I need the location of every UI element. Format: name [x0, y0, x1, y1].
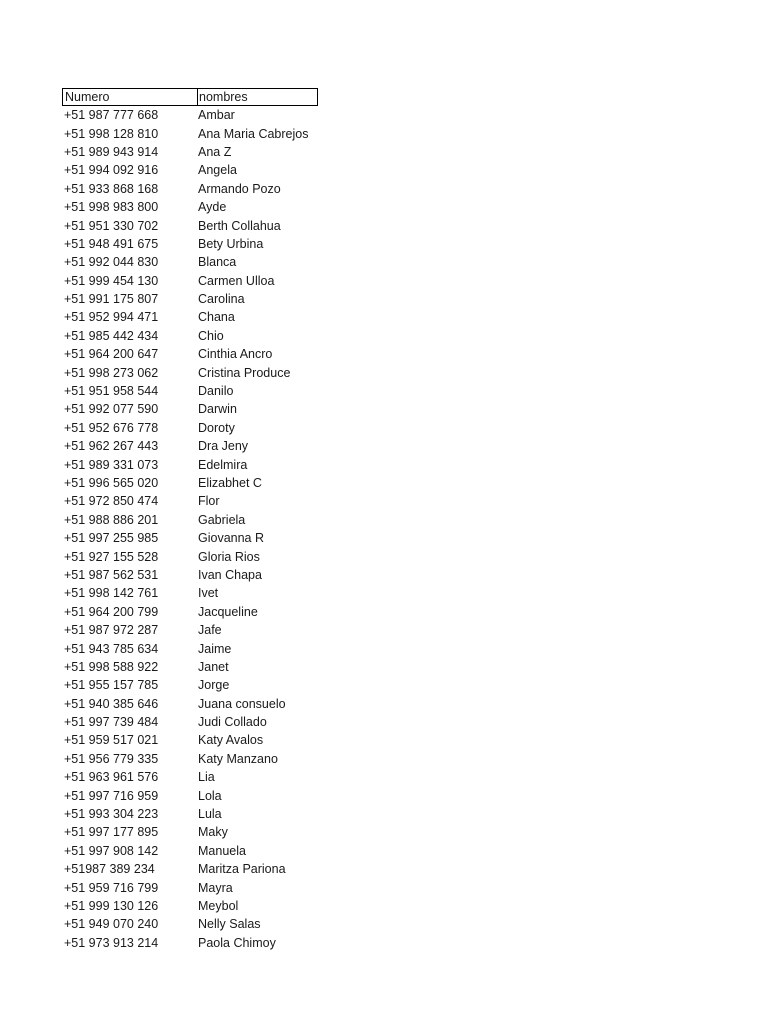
table-row	[62, 603, 318, 621]
table-body	[62, 106, 318, 952]
phone-number-cell: +51 964 200 647	[64, 347, 159, 362]
phone-number-cell: +51 996 565 020	[64, 476, 159, 490]
table-row	[62, 382, 318, 400]
contact-name-cell: Jorge	[198, 678, 230, 693]
contact-name-cell: Katy Avalos	[198, 733, 264, 748]
phone-number-cell: +51 999 130 126	[64, 898, 159, 913]
table-row	[62, 842, 318, 860]
phone-number-cell: +51 998 142 761	[64, 586, 159, 601]
contact-name-cell: Manuela	[198, 843, 246, 858]
table-row	[62, 253, 318, 271]
table-row	[62, 566, 318, 584]
contact-name-cell: Meybol	[198, 898, 239, 913]
phone-number-cell: +51 994 092 916	[64, 163, 159, 178]
contact-name-cell: Armando Pozo	[198, 181, 281, 196]
phone-number-cell: +51 992 077 590	[64, 402, 159, 417]
contact-name-cell: Chana	[198, 310, 235, 325]
phone-number-cell: +51 999 454 130	[64, 273, 159, 288]
table-row	[62, 106, 318, 124]
contact-name-cell: Lula	[198, 807, 222, 822]
table-row	[62, 511, 318, 529]
table-row	[62, 198, 318, 216]
table-row	[62, 327, 318, 345]
table-row	[62, 143, 318, 161]
contact-name-cell: Blanca	[198, 255, 237, 270]
phone-number-cell: +51 973 913 214	[64, 935, 159, 950]
contact-name-cell: Katy Manzano	[198, 751, 278, 766]
contact-name-cell: Gabriela	[198, 512, 246, 527]
table-row	[62, 915, 318, 933]
phone-number-cell: +51 955 157 785	[64, 678, 159, 693]
contact-name-cell: Edelmira	[198, 457, 248, 472]
phone-number-cell: +51 927 155 528	[64, 549, 159, 564]
contact-name-cell: Jafe	[198, 623, 222, 638]
table-row	[62, 860, 318, 878]
table-row	[62, 180, 318, 198]
table-header-row	[62, 88, 318, 106]
phone-number-cell: +51 987 777 668	[64, 108, 159, 123]
table-row	[62, 713, 318, 731]
phone-number-cell: +51 952 676 778	[64, 420, 159, 435]
phone-number-cell: +51 952 994 471	[64, 310, 159, 325]
contact-name-cell: Cristina Produce	[198, 365, 291, 380]
contact-name-cell: Carmen Ulloa	[198, 273, 275, 288]
table-row	[62, 235, 318, 253]
table-row	[62, 768, 318, 786]
table-row	[62, 639, 318, 657]
contact-name-cell: Elizabhet C	[198, 476, 262, 490]
contact-name-cell: Cinthia Ancro	[198, 347, 273, 362]
phone-number-cell: +51 998 128 810	[64, 126, 159, 141]
phone-number-cell: +51 992 044 830	[64, 255, 159, 270]
table-row	[62, 308, 318, 326]
phone-number-cell: +51 997 908 142	[64, 843, 159, 858]
table-row	[62, 345, 318, 363]
table-row	[62, 658, 318, 676]
contact-name-cell: Ivet	[198, 586, 219, 601]
contact-name-cell: Dra Jeny	[198, 439, 249, 454]
table-row	[62, 823, 318, 841]
table-row	[62, 124, 318, 142]
table-row	[62, 474, 318, 492]
table-row	[62, 786, 318, 804]
phone-number-cell: +51 940 385 646	[64, 696, 159, 711]
phone-number-cell: +51 985 442 434	[64, 328, 159, 343]
phone-number-cell: +51 988 886 201	[64, 512, 159, 527]
contact-name-cell: Janet	[198, 659, 229, 674]
phone-number-cell: +51 964 200 799	[64, 604, 159, 619]
table-row	[62, 363, 318, 381]
table-row	[62, 750, 318, 768]
phone-number-cell: +51 959 517 021	[64, 733, 159, 748]
phone-number-cell: +51 998 983 800	[64, 200, 159, 215]
contacts-table	[62, 88, 318, 952]
table-row	[62, 621, 318, 639]
phone-number-cell: +51 997 177 895	[64, 825, 159, 840]
contact-name-cell: Doroty	[198, 420, 235, 435]
phone-number-cell: +51987 389 234	[64, 862, 155, 877]
header-nombres: nombres	[199, 90, 248, 104]
phone-number-cell: +51 997 255 985	[64, 531, 159, 546]
table-row	[62, 492, 318, 510]
phone-number-cell: +51 989 943 914	[64, 144, 159, 159]
contact-name-cell: Chio	[198, 328, 224, 343]
phone-number-cell: +51 987 562 531	[64, 567, 159, 582]
table-row	[62, 161, 318, 179]
phone-number-cell: +51 963 961 576	[64, 770, 159, 785]
contact-name-cell: Judi Collado	[198, 715, 267, 730]
table-row	[62, 878, 318, 896]
table-row	[62, 584, 318, 602]
contact-name-cell: Flor	[198, 494, 220, 509]
contact-name-cell: Maky	[198, 825, 228, 840]
table-row	[62, 400, 318, 418]
phone-number-cell: +51 993 304 223	[64, 807, 159, 822]
phone-number-cell: +51 933 868 168	[64, 181, 159, 196]
phone-number-cell: +51 951 958 544	[64, 384, 159, 399]
phone-number-cell: +51 948 491 675	[64, 236, 159, 251]
phone-number-cell: +51 956 779 335	[64, 751, 159, 766]
contact-name-cell: Ana Maria Cabrejos	[198, 126, 309, 141]
table-row	[62, 216, 318, 234]
phone-number-cell: +51 962 267 443	[64, 439, 159, 454]
table-row	[62, 529, 318, 547]
phone-number-cell: +51 997 739 484	[64, 715, 159, 730]
contact-name-cell: Juana consuelo	[198, 696, 286, 711]
table-row	[62, 272, 318, 290]
phone-number-cell: +51 989 331 073	[64, 457, 159, 472]
table-row	[62, 731, 318, 749]
contact-name-cell: Ambar	[198, 108, 235, 123]
contact-name-cell: Ayde	[198, 200, 227, 215]
table-row	[62, 437, 318, 455]
table-row	[62, 695, 318, 713]
phone-number-cell: +51 943 785 634	[64, 641, 159, 656]
table-row	[62, 934, 318, 952]
contact-name-cell: Jacqueline	[198, 604, 258, 619]
contact-name-cell: Ivan Chapa	[198, 567, 262, 582]
table-row	[62, 805, 318, 823]
contact-name-cell: Lola	[198, 788, 222, 803]
table-row	[62, 419, 318, 437]
contact-name-cell: Nelly Salas	[198, 917, 261, 932]
table-row	[62, 897, 318, 915]
table-row	[62, 547, 318, 565]
contact-name-cell: Lia	[198, 770, 215, 785]
phone-number-cell: +51 998 588 922	[64, 659, 159, 674]
contact-name-cell: Jaime	[198, 641, 232, 656]
contact-name-cell: Angela	[198, 163, 237, 178]
contact-name-cell: Carolina	[198, 292, 245, 307]
phone-number-cell: +51 959 716 799	[64, 880, 159, 895]
contact-name-cell: Maritza Pariona	[198, 862, 286, 877]
phone-number-cell: +51 987 972 287	[64, 623, 159, 638]
phone-number-cell: +51 991 175 807	[64, 292, 159, 307]
contact-name-cell: Darwin	[198, 402, 237, 417]
table-row	[62, 676, 318, 694]
phone-number-cell: +51 972 850 474	[64, 494, 159, 509]
phone-number-cell: +51 951 330 702	[64, 218, 159, 233]
contact-name-cell: Berth Collahua	[198, 218, 281, 233]
contact-name-cell: Mayra	[198, 880, 233, 895]
contact-name-cell: Giovanna R	[198, 531, 265, 546]
phone-number-cell: +51 998 273 062	[64, 365, 159, 380]
table-row	[62, 290, 318, 308]
contact-name-cell: Paola Chimoy	[198, 935, 276, 950]
phone-number-cell: +51 997 716 959	[64, 788, 159, 803]
contact-name-cell: Ana Z	[198, 144, 232, 159]
table-row	[62, 455, 318, 473]
header-numero: Numero	[63, 89, 198, 105]
phone-number-cell: +51 949 070 240	[64, 917, 159, 932]
contact-name-cell: Danilo	[198, 384, 234, 399]
contact-name-cell: Gloria Rios	[198, 549, 260, 564]
contact-name-cell: Bety Urbina	[198, 236, 264, 251]
